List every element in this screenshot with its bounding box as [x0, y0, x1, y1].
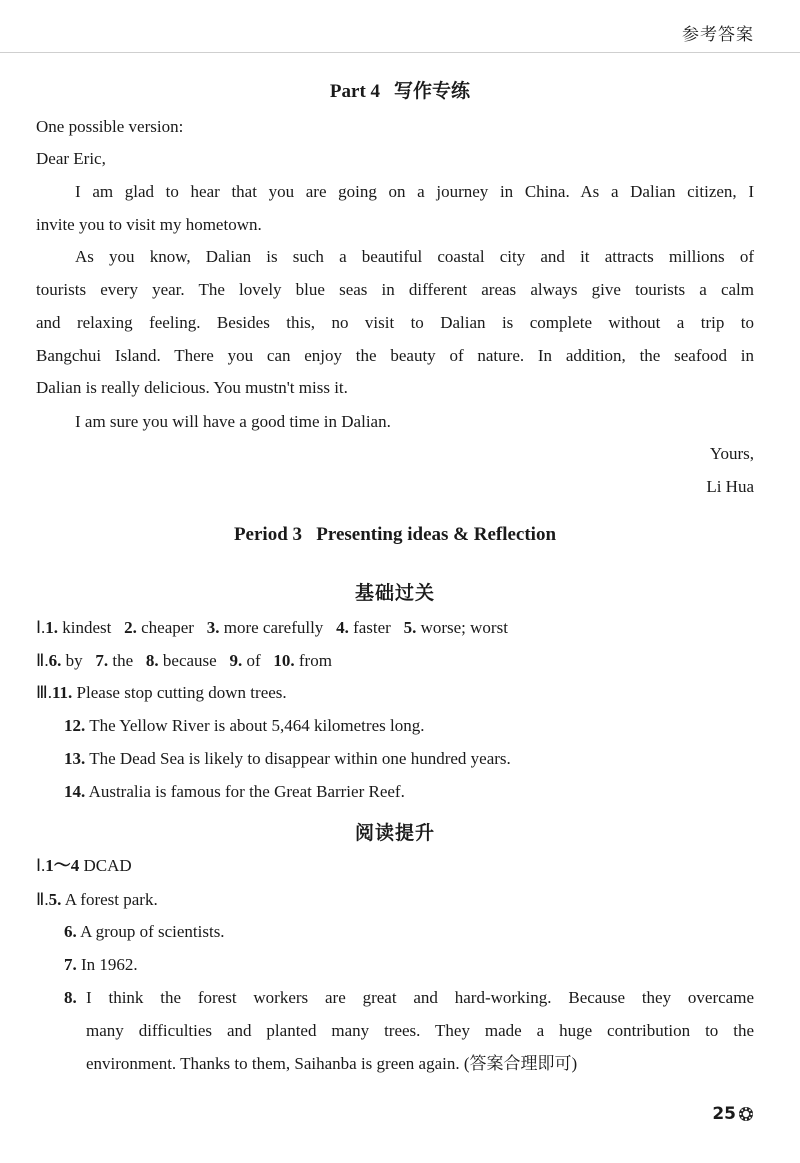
basic-I-row: [36, 617, 508, 639]
answer-text: worse; worst: [420, 618, 508, 637]
basic-III-row-12: [64, 715, 424, 737]
item-number: 5.: [403, 618, 417, 637]
item-number: 9.: [229, 651, 243, 670]
letter-p2-line3: and relaxing feeling. Besides this, no visit to Dalian is complete without a trip to: [36, 313, 754, 332]
letter-p3: I am sure you will have a good time in Dalian.: [75, 412, 391, 431]
basic-II-row: [36, 650, 332, 672]
answer-text: because: [162, 651, 217, 670]
reading-II-row-8-number: [64, 987, 77, 1009]
intro-line: One possible version:: [36, 117, 184, 136]
page-number-text: 25: [712, 1104, 736, 1124]
roman-numeral: Ⅰ.: [36, 618, 46, 637]
answer-text: of: [246, 651, 261, 670]
answer-text: the: [112, 651, 134, 670]
running-header: 参考答案: [682, 25, 754, 45]
letter-closing: Yours,: [709, 444, 754, 463]
page-number: [712, 1104, 754, 1124]
item-number: 8.: [64, 988, 77, 1007]
letter-p1-line1: I am glad to hear that you are going on a journey in China. As a Dalian citizen, I: [75, 182, 754, 201]
answer-text: cheaper: [141, 618, 194, 637]
item-number: 10.: [273, 651, 295, 670]
answer-text: DCAD: [83, 856, 132, 875]
letter-p2-line1: As you know, Dalian is such a beautiful coastal city and it attracts millions of: [75, 247, 754, 266]
roman-numeral: Ⅲ.: [36, 683, 52, 702]
letter-p2-line5: Dalian is really delicious. You mustn't miss it.: [36, 378, 348, 397]
reading-q8-line3: environment. Thanks to them, Saihanba is green again. (答案合理即可): [86, 1054, 578, 1073]
letter-p1-line2: invite you to visit my hometown.: [36, 215, 262, 234]
answer-text: faster: [353, 618, 391, 637]
letter-p2-line4: Bangchui Island. There you can enjoy the beauty of nature. In addition, the seafood in: [36, 346, 754, 365]
answer-text: A group of scientists.: [80, 922, 225, 941]
item-number: 13.: [64, 749, 86, 768]
reading-I-row: [36, 855, 132, 877]
answer-text: kindest: [62, 618, 112, 637]
part4-title-zh: 写作专练: [394, 80, 471, 102]
answer-text: The Dead Sea is likely to disappear within one hundred years.: [89, 749, 511, 768]
item-number: 1.: [45, 618, 59, 637]
answer-text: A forest park.: [64, 890, 158, 909]
header-divider: [0, 52, 800, 53]
letter-greeting: Dear Eric,: [36, 149, 106, 168]
gear-flower-icon: [738, 1106, 754, 1122]
reading-II-row-5: [36, 889, 158, 911]
reading-II-row-6: [64, 921, 225, 943]
letter-p2-line2: tourists every year. The lovely blue seas in different areas always give tourists a calm: [36, 280, 754, 299]
period3-title: Period 3 Presenting ideas & Reflection: [233, 524, 557, 545]
item-number: 3.: [206, 618, 220, 637]
item-number: 6.: [64, 922, 77, 941]
part4-title-en: Part 4: [329, 81, 381, 102]
item-number: 6.: [48, 651, 62, 670]
item-number: 5.: [48, 890, 62, 909]
reading-II-row-7: [64, 954, 138, 976]
basic-III-row-14: [64, 781, 405, 803]
item-number: 7.: [95, 651, 109, 670]
reading-section-heading: 阅读提升: [354, 822, 435, 844]
roman-numeral: Ⅰ.: [36, 856, 46, 875]
answer-text: from: [298, 651, 332, 670]
answer-text: Australia is famous for the Great Barrier Reef.: [88, 782, 405, 801]
item-number: 4.: [336, 618, 349, 637]
roman-numeral: Ⅱ.: [36, 651, 49, 670]
letter-signature: Li Hua: [706, 477, 754, 496]
roman-numeral: Ⅱ.: [36, 890, 49, 909]
item-number: 12.: [64, 716, 86, 735]
answer-text: In 1962.: [81, 955, 138, 974]
item-number: 8.: [145, 651, 159, 670]
item-number: 14.: [64, 782, 86, 801]
answer-text: The Yellow River is about 5,464 kilometres long.: [89, 716, 425, 735]
answer-text: more carefully: [223, 618, 324, 637]
item-number: 2.: [124, 618, 137, 637]
basic-III-row-11: [36, 682, 287, 704]
item-number: 11.: [51, 683, 73, 702]
basic-section-heading: 基础过关: [354, 582, 435, 604]
answer-text: Please stop cutting down trees.: [76, 683, 287, 702]
answer-text: by: [65, 651, 83, 670]
reading-q8-line2: many difficulties and planted many trees. They made a huge contribution to the: [86, 1021, 754, 1040]
item-number: 7.: [64, 955, 77, 974]
reading-q8-line1: I think the forest workers are great and hard-working. Because they overcame: [86, 988, 754, 1007]
item-number: 1～4: [45, 856, 80, 875]
basic-III-row-13: [64, 748, 511, 770]
part4-title: [0, 76, 800, 103]
